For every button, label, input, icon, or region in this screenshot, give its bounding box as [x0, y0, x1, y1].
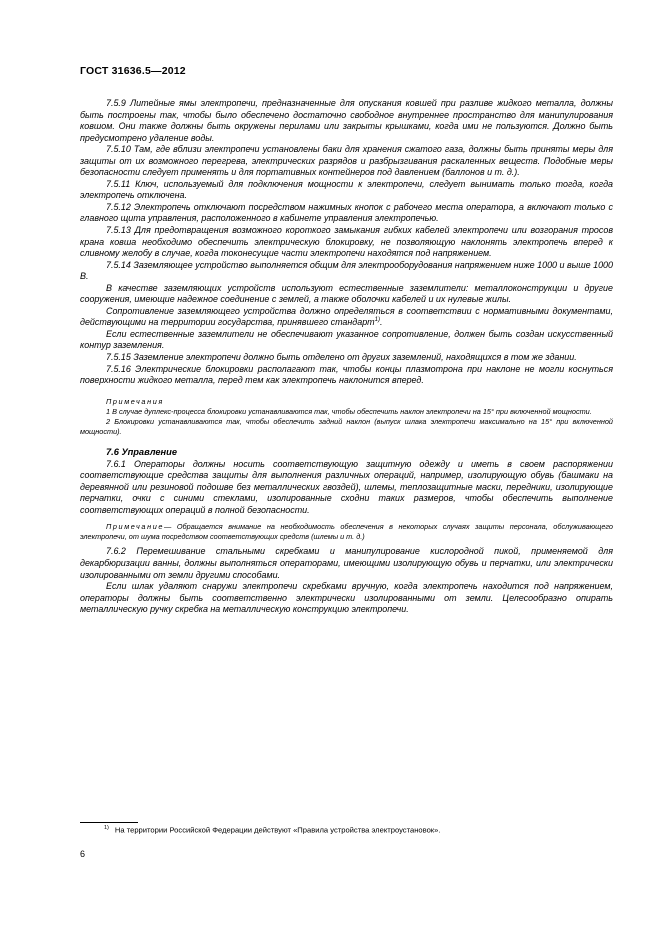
sentence-end: . [379, 317, 383, 328]
note-label: Примечание [106, 522, 165, 532]
footnote-text: На территории Российской Федерации действуют «Правила устройства электроустановок». [114, 825, 441, 835]
paragraph-grounding-resistance [80, 306, 613, 329]
paragraph-slag-removal: Если шлак удаляют снаружи электропечи скребками вручную, когда электропечь находится под напряжением, операторы должны быть соответственно электрически изолированными от земли. Целесообразно опирать металлическую ручку скребка на металлическую конструкцию электропечи. [80, 581, 613, 615]
section-title-7-6: 7.6 Управление [106, 446, 178, 457]
paragraph-artificial-contour: Если естественные заземлители не обеспечивают указанное сопротивление, должен быть создан искусственный контур заземления. [80, 328, 613, 351]
note-noise [80, 522, 613, 542]
footnote-separator [80, 822, 138, 823]
paragraph-7-6-2: 7.6.2 Перемешивание стальными скребками и манипулирование кислородной пикой, применяемой для декарбюризации ванны, должны выполняться операторами, имеющими изолирующую обувь и перчатки, или электрически изолированными от земли другими способами. [80, 546, 613, 580]
paragraph-7-6-1: 7.6.1 Операторы должны носить соответствующую защитную одежду и иметь в своем распоряжении соответствующие средства защиты для выполнения различных операций, например, изолирующую обувь (башмаки на деревянной или резиновой подошве без металлических гвоздей), шлемы, теплозащитные маски, передники, изолирующие перчатки, очки с синими стеклами, изолированные сходни таких размеров, чтобы обеспечить выполнение соответствующих операций в полной безопасности. [80, 458, 613, 515]
footnote [104, 825, 440, 835]
paragraph-7-5-14: 7.5.14 Заземляющее устройство выполняется общим для электрооборудования напряжением ниже 1000 и выше 1000 В. [80, 259, 613, 282]
note-item-2: 2 Блокировки устанавливаются так, чтобы обеспечить задний наклон (выпуск шлака электропечи максимально на 15° при включенной мощности). [80, 416, 613, 436]
page-number: 6 [80, 849, 86, 859]
document-body [80, 98, 613, 616]
standard-header: ГОСТ 31636.5—2012 [80, 65, 186, 77]
note-item-1: 1 В случае дуплекс-процесса блокировки устанавливаются так, чтобы обеспечить наклон электропечи на 15° при включенной мощности. [106, 406, 592, 416]
paragraph-grounding-devices: В качестве заземляющих устройств используют естественные заземлители: металлоконструкции и другие сооружения, имеющие надежное соединение с землей, а также оболочки кабелей и их нулевые жилы. [80, 282, 613, 305]
footnote-reference: 1) [374, 317, 380, 324]
paragraph-7-5-11: 7.5.11 Ключ, используемый для подключения мощности к электропечи, следует вынимать только тогда, когда электропечь отключена. [80, 178, 613, 201]
notes-heading: Примечания [106, 396, 164, 406]
grounding-resistance-text: Сопротивление заземляющего устройства должно определяться в соответствии с нормативными документами, действующими на территории государства, принявшего стандарт [80, 305, 613, 328]
note-text: — Обращается внимание на необходимость обеспечения в некоторых случаях защиты персонала, обслуживающего электропечи, от шума посредством соответствующих средств (шлемы и т. д.) [80, 522, 613, 542]
paragraph-7-5-15: 7.5.15 Заземление электропечи должно быть отделено от других заземлений, находящихся в том же здании. [106, 352, 577, 363]
paragraph-7-5-16: 7.5.16 Электрические блокировки располагают так, чтобы концы плазмотрона при наклоне не могли коснуться поверхности жидкого металла, перед тем как электропечь наклонится вперед. [80, 363, 613, 386]
paragraph-7-5-12: 7.5.12 Электропечь отключают посредством нажимных кнопок с рабочего места оператора, а включают только с главного щита управления, расположенного в кабинете управления электропечью. [80, 201, 613, 224]
footnote-mark: 1) [104, 825, 109, 831]
paragraph-7-5-13: 7.5.13 Для предотвращения возможного короткого замыкания гибких кабелей электропечи или возгорания тросов крана ковша необходимо обеспечить электрическую блокировку, не позволяющую наклонять электропечь вперед к сливному желобу в случае, когда токонесущие части электропечи находятся под напряжением. [80, 225, 613, 259]
paragraph-7-5-9: 7.5.9 Литейные ямы электропечи, предназначенные для опускания ковшей при разливе жидкого металла, должны быть построены так, чтобы было обеспечено достаточно свободное внутреннее пространство для манипулирования ковшом. Они также должны быть окружены перилами или закрыты крышками, когда ими не пользуются. Должно быть предусмотрено удаление воды. [80, 98, 613, 143]
paragraph-7-5-10: 7.5.10 Там, где вблизи электропечи установлены баки для хранения сжатого газа, должны быть приняты меры для защиты от их возможного перегрева, электрических разрядов и разбрызгивания раскаленных веществ. Подобные меры безопасности следует применять и для портативных контейнеров под давлением (баллонов и т. д.). [80, 144, 613, 178]
